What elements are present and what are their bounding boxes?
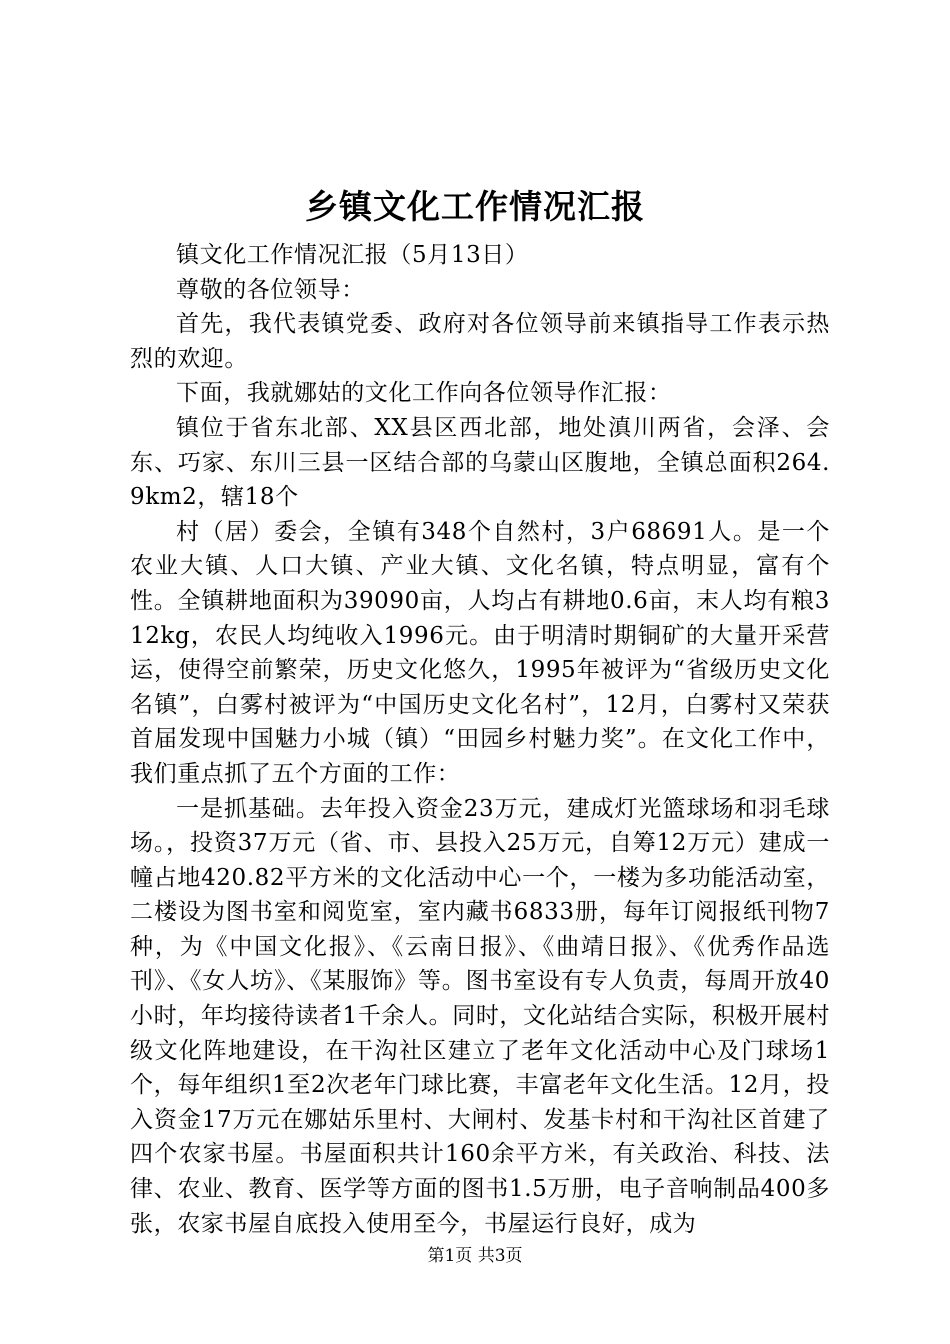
paragraph-report-heading: 镇文化工作情况汇报（5月13日） <box>176 242 529 268</box>
paragraph-location: 镇位于省东北部、XX县区西北部，地处滇川两省，会泽、会东、巧家、东川三县一区结合部的乌蒙山区腹地，全镇总面积264.9km2，辖18个 <box>130 414 830 511</box>
paragraph-overview: 村（居）委会，全镇有348个自然村，3户68691人。是一个农业大镇、人口大镇、产业大镇、文化名镇，特点明显，富有个性。全镇耕地面积为39090亩，人均占有耕地0.6亩，末人均有粮312kg，农民人均纯收入1996元。由于明清时期铜矿的大量开采营运，使得空前繁荣，历史文化悠久，1995年被评为“省级历史文化名镇”，白雾村被评为“中国历史文化名村”，12月，白雾村又荣获首届发现中国魅力小城（镇）“田园乡村魅力奖”。在文化工作中，我们重点抓了五个方面的工作： <box>130 518 830 787</box>
paragraph-salutation: 尊敬的各位领导： <box>176 276 365 303</box>
document-title: 乡镇文化工作情况汇报 <box>305 187 645 226</box>
page-footer: 第1页 共3页 <box>427 1246 523 1266</box>
paragraph-welcome: 首先，我代表镇党委、政府对各位领导前来镇指导工作表示热烈的欢迎。 <box>130 311 830 372</box>
document-body <box>130 238 830 1241</box>
paragraph-foundation: 一是抓基础。去年投入资金23万元，建成灯光篮球场和羽毛球场。，投资37万元（省、市、县投入25万元，自筹12万元）建成一幢占地420.82平方米的文化活动中心一个，一楼为多功能活动室，二楼设为图书室和阅览室，室内藏书6833册，每年订阅报纸刊物7种，为《中国文化报》、《云南日报》、《曲靖日报》、《优秀作品选刊》、《女人坊》、《某服饰》等。图书室设有专人负责，每周开放40小时，年均接待读者1千余人。同时，文化站结合实际，积极开展村级文化阵地建设，在干沟社区建立了老年文化活动中心及门球场1个，每年组织1至2次老年门球比赛，丰富老年文化生活。12月，投入资金17万元在娜姑乐里村、大闸村、发基卡村和干沟社区首建了四个农家书屋。书屋面积共计160余平方米，有关政治、科技、法律、农业、教育、医学等方面的图书1.5万册，电子音响制品400多张，农家书屋自底投入使用至今，书屋运行良好，成为 <box>130 795 830 1237</box>
paragraph-intro: 下面，我就娜姑的文化工作向各位领导作汇报： <box>176 380 672 407</box>
